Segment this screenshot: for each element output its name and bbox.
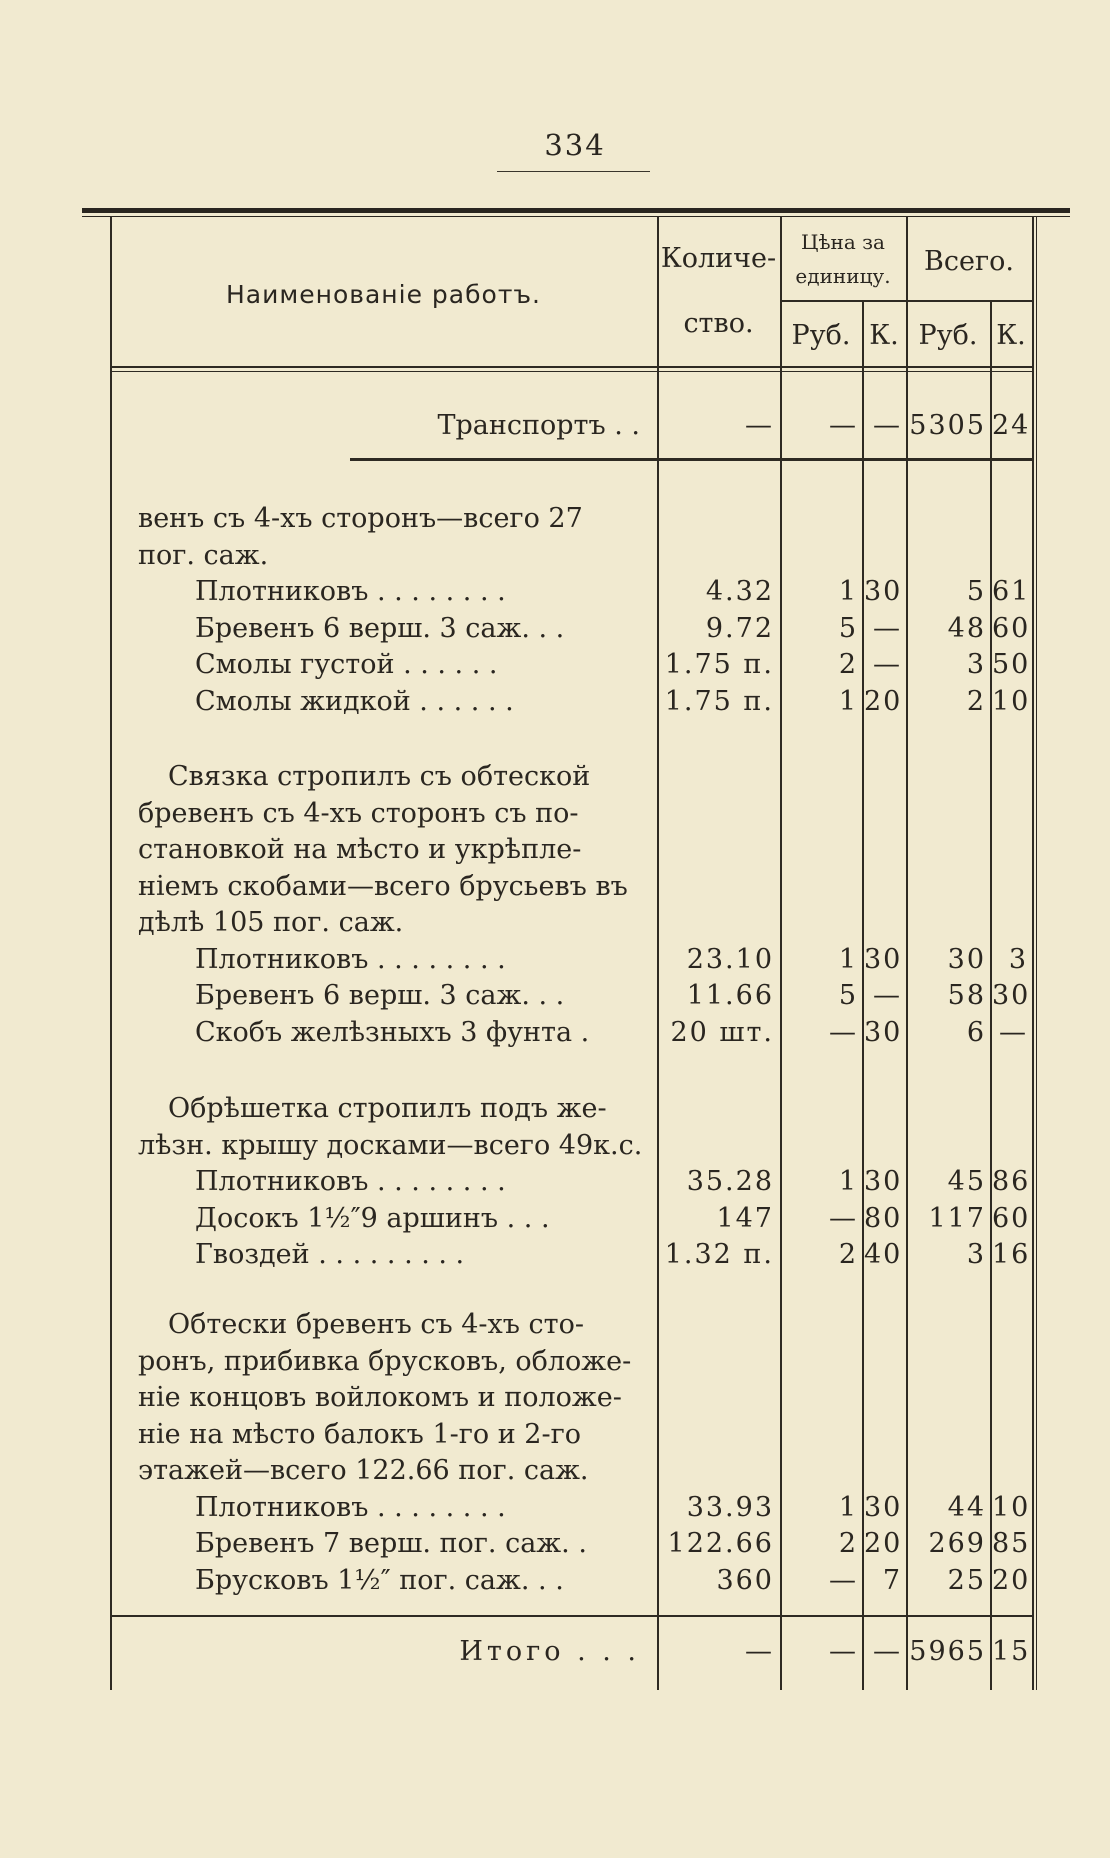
section-2-description-line: становкой на мѣсто и укрѣпле-: [138, 834, 582, 865]
transport-label: Транспортъ . .: [437, 410, 640, 441]
transport-total-kop: 24: [992, 410, 1031, 441]
section-2-item-1-price-kop: 30: [864, 943, 903, 975]
header-name-of-works: Наименованіе работъ.: [226, 280, 541, 309]
transport-underline: [350, 458, 657, 461]
section-4-description-line: ніе на мѣсто балокъ 1-го и 2-го: [138, 1418, 582, 1450]
header-bottom-rule-2: [110, 371, 1032, 372]
section-1-item-2-total-rub: 48: [947, 612, 986, 644]
grand-total-total-rub: 5965: [909, 1636, 986, 1667]
section-1-item-1-total-kop: 61: [992, 576, 1031, 607]
header-unit-price-line1: Цѣна за: [801, 230, 885, 254]
price-header-divider: [780, 300, 906, 302]
section-1-item-1-price-kop: 30: [864, 576, 903, 607]
section-1-description-line: пог. саж.: [138, 539, 269, 571]
section-2-item-3-quantity: 20 шт.: [670, 1016, 774, 1048]
header-quantity-line1: Количе-: [660, 243, 777, 274]
section-2-description-line: бревенъ съ 4-хъ сторонъ съ по-: [138, 797, 579, 829]
grand-total-price-kop: —: [873, 1636, 902, 1667]
section-4-item-2-total-rub: 269: [928, 1528, 986, 1559]
transport-underline-cols: [657, 458, 1032, 461]
transport-total-rub: 5305: [909, 410, 986, 441]
section-4-item-1-price-rub: 1: [838, 1491, 858, 1523]
total-label: Итого . . .: [459, 1636, 640, 1667]
transport-price-rub: —: [829, 410, 858, 441]
section-2-item-3-price-rub: —: [829, 1016, 858, 1048]
section-3-description-line: Обрѣшетка стропилъ подъ же-: [168, 1093, 607, 1124]
section-2-item-3-total-kop: —: [999, 1016, 1028, 1048]
section-3-item-1-quantity: 35.28: [686, 1166, 774, 1197]
transport-price-kop: —: [873, 410, 902, 441]
col-line-right: [1032, 216, 1034, 1690]
section-1-item-4-price-kop: 20: [864, 685, 903, 717]
section-3-item-3-price-rub: 2: [838, 1239, 858, 1270]
section-4-item-2-price-kop: 20: [864, 1528, 903, 1559]
total-header-divider: [906, 300, 1032, 302]
section-2-item-name: Скобъ желѣзныхъ 3 фунта .: [195, 1016, 590, 1048]
header-price-rub: Руб.: [791, 320, 851, 351]
header-bottom-rule: [110, 366, 1032, 368]
section-1-item-3-total-rub: 3: [966, 649, 986, 680]
section-4-item-name: Брусковъ 1½″ пог. саж. . .: [195, 1564, 564, 1596]
section-4-item-3-total-rub: 25: [947, 1564, 986, 1596]
section-3-item-2-price-rub: —: [829, 1202, 858, 1234]
section-2-item-2-price-rub: 5: [838, 980, 858, 1011]
section-2-item-2-total-kop: 30: [992, 980, 1031, 1011]
section-2-item-1-total-kop: 3: [1008, 943, 1028, 975]
section-4-item-name: Плотниковъ . . . . . . . .: [195, 1491, 506, 1523]
section-1-item-4-total-rub: 2: [966, 685, 986, 717]
section-3-item-3-quantity: 1.32 п.: [664, 1239, 774, 1270]
section-1-item-2-total-kop: 60: [992, 612, 1031, 644]
section-2-item-1-total-rub: 30: [947, 943, 986, 975]
section-1-item-3-price-kop: —: [873, 649, 902, 680]
section-3-item-1-total-kop: 86: [992, 1166, 1031, 1197]
section-1-item-name: Смолы густой . . . . . .: [195, 649, 498, 680]
section-1-item-3-price-rub: 2: [838, 649, 858, 680]
section-3-item-name: Плотниковъ . . . . . . . .: [195, 1166, 506, 1197]
section-3-item-3-total-kop: 16: [992, 1239, 1031, 1270]
section-4-item-3-price-rub: —: [829, 1564, 858, 1596]
header-total-rub: Руб.: [918, 320, 978, 351]
section-2-item-2-quantity: 11.66: [686, 980, 774, 1011]
section-3-item-1-total-rub: 45: [947, 1166, 986, 1197]
section-1-item-name: Плотниковъ . . . . . . . .: [195, 576, 506, 607]
grand-total-quantity: —: [745, 1636, 774, 1667]
section-3-item-1-price-rub: 1: [838, 1166, 858, 1197]
section-3-item-2-price-kop: 80: [864, 1202, 903, 1234]
section-1-item-name: Смолы жидкой . . . . . .: [195, 685, 514, 717]
header-unit-price-line2: единицу.: [795, 264, 891, 288]
section-3-item-2-total-rub: 117: [928, 1202, 986, 1234]
section-4-item-2-price-rub: 2: [838, 1528, 858, 1559]
section-2-description-line: дѣлѣ 105 пог. саж.: [138, 907, 404, 938]
header-total-kop: К.: [996, 320, 1026, 351]
section-4-item-1-total-rub: 44: [947, 1491, 986, 1523]
section-1-item-4-total-kop: 10: [992, 685, 1031, 717]
section-4-item-3-total-kop: 20: [992, 1564, 1031, 1596]
section-1-item-4-price-rub: 1: [838, 685, 858, 717]
header-price-kop: К.: [869, 320, 899, 351]
section-2-description-line: Связка стропилъ съ обтеской: [168, 761, 591, 792]
header-total: Всего.: [924, 246, 1014, 277]
section-1-item-2-price-kop: —: [873, 612, 902, 644]
section-3-item-2-total-kop: 60: [992, 1202, 1031, 1234]
section-2-description-line: ніемъ скобами—всего брусьевъ въ: [138, 870, 628, 902]
section-4-item-2-total-kop: 85: [992, 1528, 1031, 1559]
header-quantity-line2: ство.: [683, 308, 754, 339]
section-4-description-line: этажей—всего 122.66 пог. саж.: [138, 1455, 589, 1486]
top-thick-rule: [82, 208, 1070, 213]
section-3-item-name: Гвоздей . . . . . . . . .: [195, 1239, 465, 1270]
section-4-description-line: Обтески бревенъ съ 4-хъ сто-: [168, 1309, 584, 1340]
section-1-item-2-price-rub: 5: [838, 612, 858, 644]
section-2-item-2-price-kop: —: [873, 980, 902, 1011]
section-3-item-name: Досокъ 1½″9 аршинъ . . .: [195, 1202, 550, 1234]
section-2-item-3-total-rub: 6: [966, 1016, 986, 1048]
total-rule: [110, 1615, 1032, 1617]
transport-quantity: —: [745, 410, 774, 441]
section-1-item-1-price-rub: 1: [838, 576, 858, 607]
section-3-item-2-quantity: 147: [716, 1202, 774, 1234]
page-number: 334: [544, 128, 606, 162]
section-4-item-1-quantity: 33.93: [686, 1491, 774, 1523]
section-2-item-2-total-rub: 58: [947, 980, 986, 1011]
section-4-item-name: Бревенъ 7 верш. пог. саж. .: [195, 1528, 587, 1559]
section-2-item-name: Бревенъ 6 верш. 3 саж. . .: [195, 980, 565, 1011]
section-4-item-2-quantity: 122.66: [667, 1528, 774, 1559]
grand-total-total-kop: 15: [992, 1636, 1031, 1667]
section-1-item-name: Бревенъ 6 верш. 3 саж. . .: [195, 612, 565, 644]
section-3-item-1-price-kop: 30: [864, 1166, 903, 1197]
section-1-item-1-total-rub: 5: [966, 576, 986, 607]
top-thin-rule: [82, 216, 1070, 217]
section-1-item-3-quantity: 1.75 п.: [664, 649, 774, 680]
section-1-item-1-quantity: 4.32: [705, 576, 774, 607]
section-2-item-1-price-rub: 1: [838, 943, 858, 975]
section-2-item-name: Плотниковъ . . . . . . . .: [195, 943, 506, 975]
section-1-item-4-quantity: 1.75 п.: [664, 685, 774, 717]
section-1-description-line: венъ съ 4-хъ сторонъ—всего 27: [138, 503, 583, 534]
section-3-item-3-total-rub: 3: [966, 1239, 986, 1270]
section-4-item-1-price-kop: 30: [864, 1491, 903, 1523]
section-3-description-line: лѣзн. крышу досками—всего 49к.с.: [138, 1129, 643, 1161]
section-4-description-line: ніе концовъ войлокомъ и положе-: [138, 1382, 622, 1413]
section-4-description-line: ронъ, прибивка брусковъ, обложе-: [138, 1345, 632, 1377]
grand-total-price-rub: —: [829, 1636, 858, 1667]
section-4-item-3-quantity: 360: [716, 1564, 774, 1596]
page-number-rule: [497, 171, 650, 172]
section-2-item-3-price-kop: 30: [864, 1016, 903, 1048]
col-line-outer: [1036, 216, 1037, 1690]
section-4-item-3-price-kop: 7: [882, 1564, 902, 1596]
section-1-item-2-quantity: 9.72: [705, 612, 774, 644]
section-3-item-3-price-kop: 40: [864, 1239, 903, 1270]
section-2-item-1-quantity: 23.10: [686, 943, 774, 975]
section-4-item-1-total-kop: 10: [992, 1491, 1031, 1523]
section-1-item-3-total-kop: 50: [992, 649, 1031, 680]
